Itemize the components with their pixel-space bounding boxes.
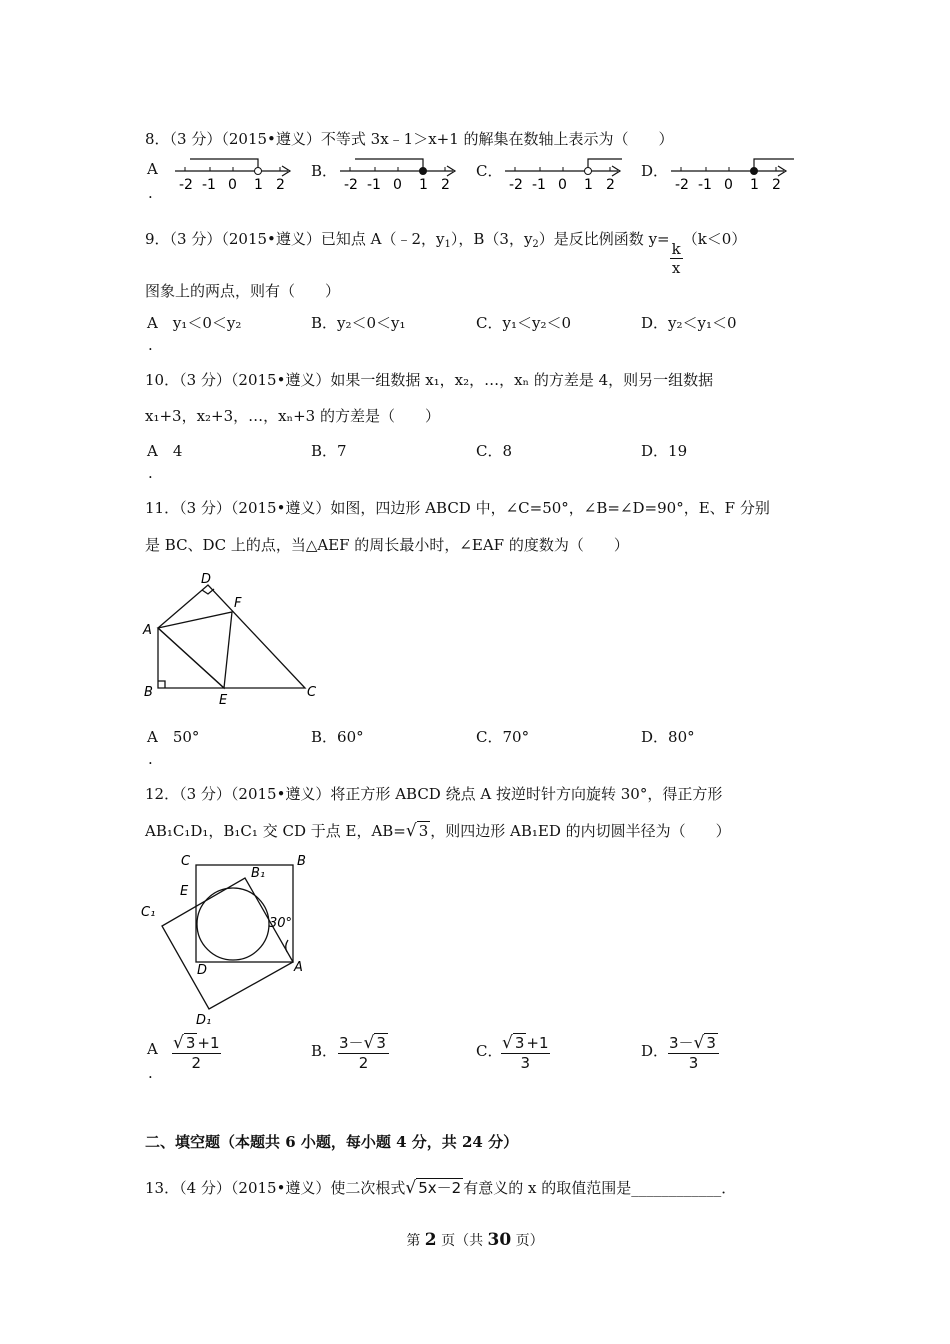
label-d: D [201,572,212,587]
q10-stem-line2: x₁+3，x₂+3，…，xₙ+3 的方差是（ ） [145,407,440,425]
tick-label: 2 [772,177,781,193]
q8-option-c-label: C． [476,162,503,180]
page-footer: 第 2 页（共 30 页） [406,1230,544,1250]
tick-label: 1 [584,177,593,193]
q10-option-a-dot: . [148,464,153,482]
label-a: A [143,623,152,638]
tick-label: 1 [419,177,428,193]
tick-label: -1 [367,177,381,193]
q9-stem: 9．（3 分）（2015•遵义）已知点 A（﹣2，$y_1$），B（3，$y_2$）是反比例函数 y= $\frac{k}{x}$ （k＜0） [145,230,747,277]
label-e: E [180,884,189,899]
q10-stem: 10．（3 分）（2015•遵义）如果一组数据 x₁，x₂，…，xₙ 的方差是 4，则另一组数据 [145,371,714,389]
q8-option-b-number-line [335,155,465,193]
tick-label: -1 [532,177,546,193]
q12-option-d-label: D． [641,1042,669,1060]
q11-option-d: D．80° [641,728,695,746]
q9-stem-part: 9．（3 分）（2015•遵义）已知点 A（﹣2，y [145,230,445,248]
q9-option-d: D．y₂＜y₁＜0 [641,314,737,332]
q11-quadrilateral-figure [140,570,325,710]
tick-label: 1 [254,177,263,193]
q11-stem: 11．（3 分）（2015•遵义）如图，四边形 ABCD 中，∠C=50°，∠B=∠D=90°，E、F 分别 [145,499,770,517]
q12-stem: 12．（3 分）（2015•遵义）将正方形 ABCD 绕点 A 按逆时针方向旋转 30°，得正方形 [145,785,723,803]
q12-option-c-label: C． [476,1042,503,1060]
q11-option-a-dot: . [148,750,153,768]
q8-option-d-label: D． [641,162,669,180]
q12-stem-line2 [145,820,731,841]
q9-stem-line2: 图象上的两点，则有（ ） [145,282,341,300]
sqrt-radical: √ 5x－2 [405,1178,462,1198]
tick-label: -2 [344,177,358,193]
q9-stem-part: ）是反比例函数 y= [538,230,670,248]
q9-fraction-denominator: x [671,259,681,277]
q12-stem-part: ，则四边形 AB₁ED 的内切圆半径为（ ） [430,822,731,840]
q12-stem-part: AB₁C₁D₁，B₁C₁ 交 CD 于点 E，AB= [145,822,406,840]
q11-option-a: A 50° [147,728,200,746]
label-d1: D₁ [196,1013,212,1028]
tick-label: -2 [179,177,193,193]
label-c: C [307,685,317,700]
q8-option-a-dot: . [148,184,153,202]
q11-option-b: B．60° [311,728,364,746]
q12-option-b-label: B． [311,1042,338,1060]
q12-option-d-fraction: $\frac{3-√ 3}{3}$ [668,1035,719,1071]
label-b1: B₁ [251,866,266,881]
tick-label: 2 [606,177,615,193]
q8-option-a-number-line [170,155,300,193]
sqrt-3: √ 3 [405,821,429,841]
label-b: B [144,685,153,700]
q9-stem-part: （k＜0） [682,230,747,248]
tick-label: -1 [202,177,216,193]
label-c: C [181,854,191,869]
q9-stem-part: ），B（3，y [450,230,533,248]
q9-fraction-numerator: k [671,240,681,258]
tick-label: 0 [228,177,237,193]
q9-option-a-dot: . [148,336,153,354]
q9-option-c: C．y₁＜y₂＜0 [476,314,571,332]
q9-option-b: B．y₂＜0＜y₁ [311,314,406,332]
label-e: E [219,693,228,708]
q9-option-a: A y₁＜0＜y₂ [147,314,242,332]
q12-option-c-fraction: $\frac{√ 3 +1}{3}$ [502,1033,549,1072]
q11-stem-line2: 是 BC、DC 上的点，当△AEF 的周长最小时，∠EAF 的度数为（ ） [145,536,629,554]
q13-stem-part: 13．（4 分）（2015•遵义）使二次根式 [145,1179,406,1197]
total-pages: 30 [487,1230,512,1250]
q13-stem-part: 有意义的 x 的取值范围是____________． [463,1179,737,1197]
tick-label: 0 [558,177,567,193]
q11-option-c: C．70° [476,728,530,746]
tick-label: 1 [750,177,759,193]
label-angle-30: 30° [269,916,293,931]
q12-option-a-dot: . [148,1064,153,1082]
q10-option-c: C．8 [476,442,513,460]
q10-option-a: A 4 [147,442,183,460]
q8-option-b-label: B． [311,162,338,180]
tick-label: -1 [698,177,712,193]
tick-label: 2 [441,177,450,193]
q12-rotated-square-figure [138,850,323,1030]
label-d: D [197,963,208,978]
q13-stem [145,1177,736,1198]
q10-option-d: D．19 [641,442,688,460]
label-b: B [297,854,306,869]
q8-option-d-number-line [666,155,801,193]
page-number: 2 [424,1230,437,1250]
q8-option-c-number-line [500,155,630,193]
q8-stem: 8．（3 分）（2015•遵义）不等式 3x﹣1＞x+1 的解集在数轴上表示为（ ） [145,130,674,148]
tick-label: -2 [675,177,689,193]
tick-label: 2 [276,177,285,193]
section-fill-in-blank-heading: 二、填空题（本题共 6 小题，每小题 4 分，共 24 分） [145,1133,519,1151]
q10-option-b: B．7 [311,442,347,460]
q12-option-a-label: A [147,1040,158,1058]
tick-label: -2 [509,177,523,193]
q12-option-a-fraction: $\frac{√ 3 +1}{2}$ [173,1033,220,1072]
tick-label: 0 [724,177,733,193]
q8-option-a-label: A [147,160,158,178]
q12-option-b-fraction: $\frac{3-√ 3}{2}$ [338,1035,389,1071]
label-a: A [294,960,303,975]
label-f: F [234,596,242,611]
q9-fraction [670,241,683,276]
label-c1: C₁ [141,905,156,920]
tick-label: 0 [393,177,402,193]
